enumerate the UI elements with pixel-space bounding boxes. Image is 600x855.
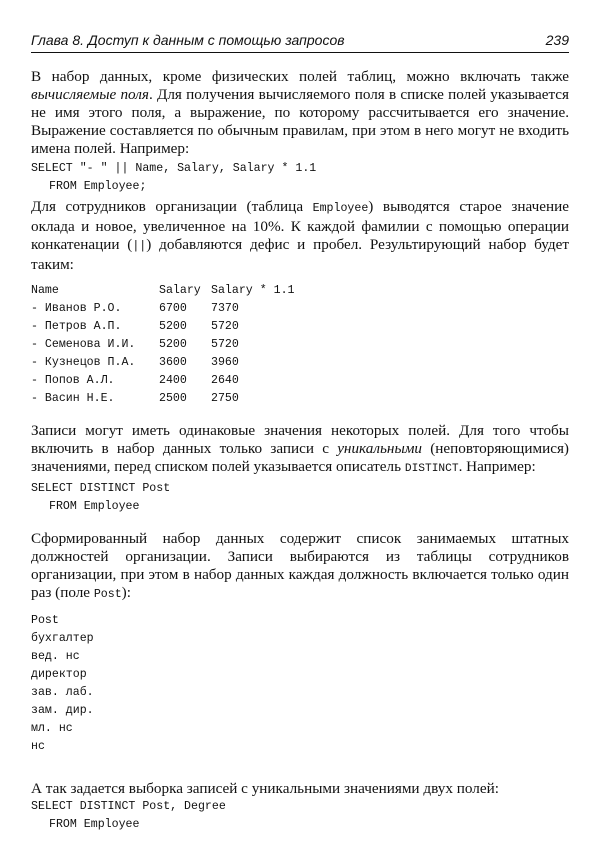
header-cell: Salary * 1.1 [211, 284, 295, 297]
code-line: FROM Employee; [49, 180, 147, 193]
table-row: - Попов А.Л. 2400 2640 [31, 374, 239, 387]
code-block-calculated [31, 160, 569, 196]
page-body [31, 68, 569, 834]
code-block-distinct [31, 480, 569, 516]
result-table-salary [31, 282, 295, 408]
paragraph-positions: Сформированный набор данных содержит список занимаемых штатных должностей организации. Записи выбираются из таблицы сотрудников организации, при этом в набор данных каждая должность включается только один раз (поле Post): [31, 530, 569, 601]
list-item: мл. нс [31, 722, 73, 735]
header-cell: Name [31, 284, 59, 297]
paragraph-calculated-fields: В набор данных, кроме физических полей таблиц, можно включать также вычисляемые поля. Для получения вычисляемого поля в списке полей указывается не имя этого поля, а выражение, по которому рассчитывается его значение. Выражение составляется по обычным правилам, при этом в него могут не входить имена полей. Например: [31, 68, 569, 157]
inline-code-employee: Employee [312, 202, 369, 215]
table-row: - Иванов Р.О. 6700 7370 [31, 302, 239, 315]
code-line: SELECT DISTINCT Post, Degree [31, 800, 226, 813]
paragraph-two-fields: А так задается выборка записей с уникальными значениями двух полей: [31, 780, 499, 797]
running-header [31, 30, 569, 53]
table-row: - Кузнецов П.А. 3600 3960 [31, 356, 239, 369]
paragraph-distinct: Записи могут иметь одинаковые значения некоторых полей. Для того чтобы включить в набор данных только записи с уникальными (неповторяющимися) значениями, перед списком полей указывается описатель DISTINCT. Например: [31, 422, 569, 475]
inline-code-post: Post [93, 588, 122, 601]
header-cell: Salary [159, 284, 201, 297]
chapter-title: Глава 8. Доступ к данным с помощью запросов [31, 32, 345, 48]
result-header-row [31, 282, 295, 300]
list-item: зав. лаб. [31, 686, 94, 699]
list-item: директор [31, 668, 87, 681]
list-item: нс [31, 740, 45, 753]
list-item: вед. нс [31, 650, 80, 663]
keyword-distinct: DISTINCT [404, 463, 459, 475]
result-list-posts [31, 612, 569, 756]
code-line: FROM Employee [49, 818, 140, 831]
code-line: SELECT "- " || Name, Salary, Salary * 1.1 [31, 162, 317, 175]
inline-concat-operator: || [132, 240, 147, 253]
list-item: Post [31, 614, 59, 627]
page-number: 239 [545, 32, 569, 48]
code-line: SELECT DISTINCT Post [31, 482, 171, 495]
code-block-distinct-two [31, 798, 569, 834]
table-row: - Семенова И.И. 5200 5720 [31, 338, 239, 351]
table-row: - Васин Н.Е. 2500 2750 [31, 392, 239, 405]
term-calculated-fields: вычисляемые поля [31, 86, 149, 103]
list-item: бухгалтер [31, 632, 94, 645]
table-row: - Петров А.П. 5200 5720 [31, 320, 239, 333]
paragraph-salary-explanation: Для сотрудников организации (таблица Employee) выводятся старое значение оклада и новое, увеличенное на 10%. К каждой фамилии с помощью операции конкатенации (||) добавляются дефис и пробел. Результирующий набор будет таким: [31, 198, 570, 273]
code-line: FROM Employee [49, 500, 140, 513]
list-item: зам. дир. [31, 704, 94, 717]
term-unique: уникальными [337, 440, 423, 457]
